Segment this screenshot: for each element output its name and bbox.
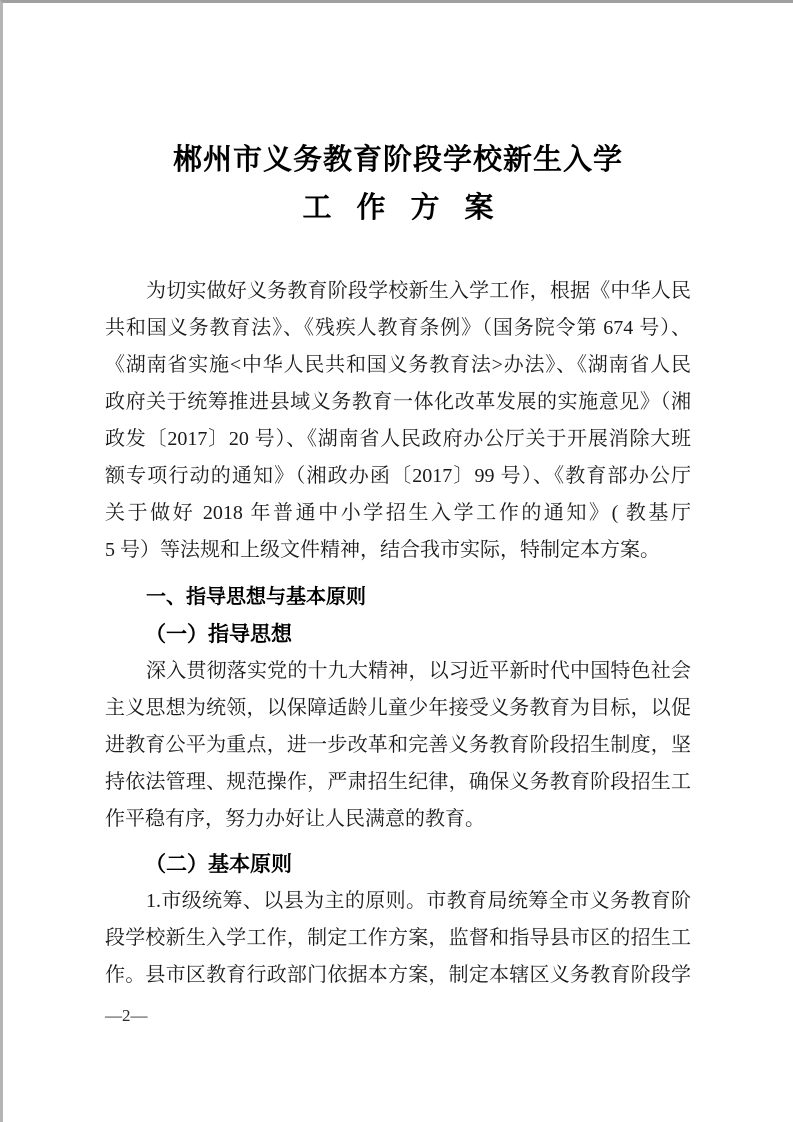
subsection-heading: （一）指导思想 [145,622,292,646]
subsection-heading: （二）基本原则 [145,852,292,876]
section-heading: 一、指导思想与基本原则 [146,586,366,608]
intro-paragraph-line: 为切实做好义务教育阶段学校新生入学工作，根据《中华人民 [146,280,691,302]
basic-principle-line: 段学校新生入学工作，制定工作方案，监督和指导县市区的招生工 [105,927,691,949]
doc-title-line1: 郴州市义务教育阶段学校新生入学 [172,144,623,176]
guiding-thought-line: 主义思想为统领，以保障适龄儿童少年接受义务教育为目标，以促 [105,697,691,719]
page-number: —2— [105,1006,148,1025]
document-title [105,143,691,225]
guiding-thought-line: 作平稳有序，努力办好让人民满意的教育。 [105,808,485,830]
document-body [105,273,691,994]
intro-paragraph-line: 政府关于统筹推进县域义务教育一体化改革发展的实施意见》（湘 [105,391,691,413]
doc-title-line2: 工作方案 [302,192,519,224]
guiding-thought-line: 持依法管理、规范操作，严肃招生纪律，确保义务教育阶段招生工 [105,771,691,793]
guiding-thought-line: 进教育公平为重点，进一步改革和完善义务教育阶段招生制度，坚 [105,734,691,756]
intro-paragraph-line: 关于做好 2018 年普通中小学招生入学工作的通知》( 教基厅 [105,502,691,524]
basic-principle-line: 作。县市区教育行政部门依据本方案，制定本辖区义务教育阶段学 [105,964,691,986]
basic-principle-line: 1.市级统筹、以县为主的原则。市教育局统筹全市义务教育阶 [146,890,691,912]
intro-paragraph-line: 共和国义务教育法》、《残疾人教育条例》（国务院令第 674 号）、 [105,317,691,339]
intro-paragraph-line: 额专项行动的通知》（湘政办函〔2017〕99 号）、《教育部办公厅 [105,465,691,487]
intro-paragraph-line: 《湖南省实施<中华人民共和国义务教育法>办法》、《湖南省人民 [105,354,691,376]
guiding-thought-line: 深入贯彻落实党的十九大精神，以习近平新时代中国特色社会 [146,660,691,682]
intro-paragraph-line: 政发〔2017〕20 号）、《湖南省人民政府办公厅关于开展消除大班 [105,428,691,450]
intro-paragraph-line: 5 号）等法规和上级文件精神，结合我市实际，特制定本方案。 [105,539,660,561]
